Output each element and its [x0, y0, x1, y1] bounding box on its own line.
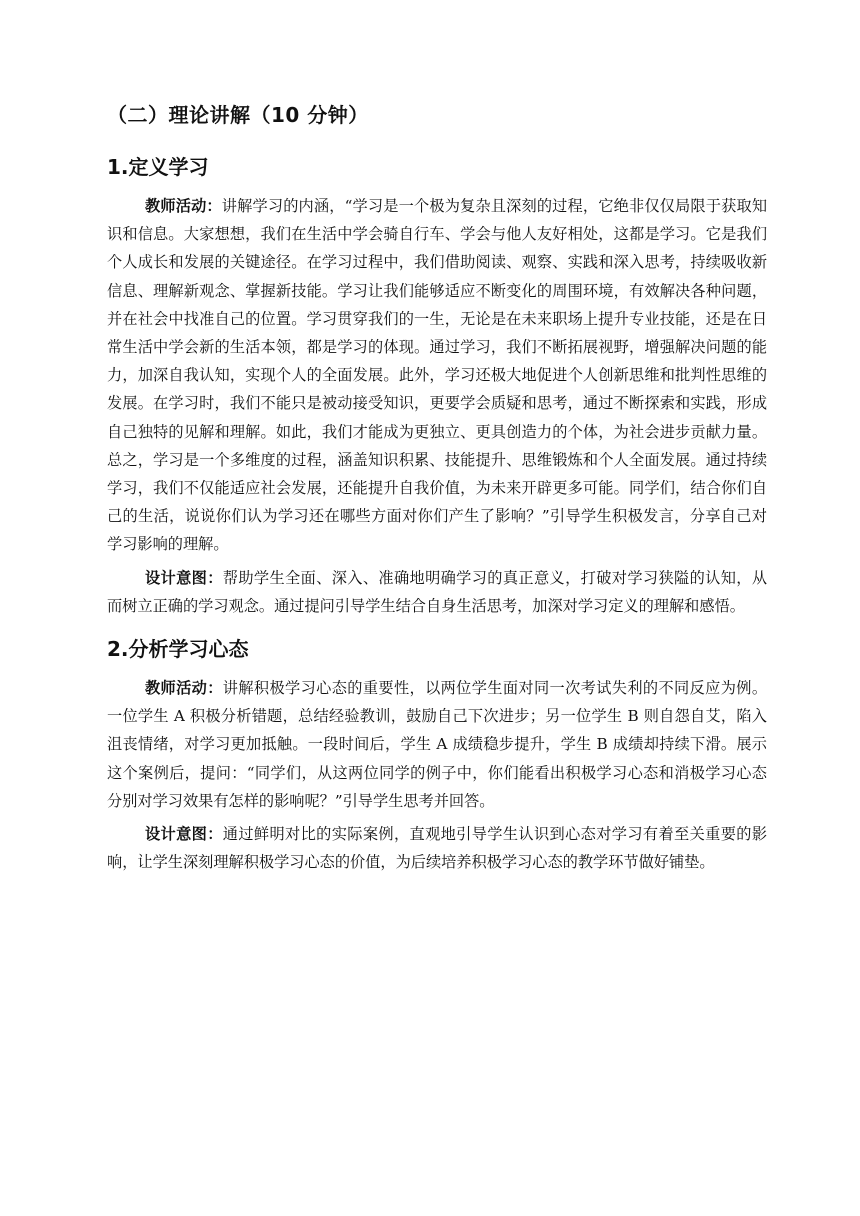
part-heading-define-learning: 1.定义学习	[107, 155, 209, 179]
design-intent-label: 设计意图：	[145, 568, 223, 587]
teacher-activity-paragraph	[107, 674, 767, 815]
design-intent-text: 帮助学生全面、深入、准确地明确学习的真正意义，打破对学习狭隘的认知，从而树立正确的学习观念。通过提问引导学生结合自身生活思考，加深对学习定义的理解和感悟。	[107, 568, 768, 615]
section-title: （二）理论讲解（10 分钟）	[107, 103, 369, 127]
document-body	[107, 100, 767, 881]
teacher-activity-text: 讲解学习的内涵，“学习是一个极为复杂且深刻的过程，它绝非仅仅局限于获取知识和信息。大家想想，我们在生活中学会骑自行车、学会与他人友好相处，这都是学习。它是我们个人成长和发展的关键途径。在学习过程中，我们借助阅读、观察、实践和深入思考，持续吸收新信息、理解新观念、掌握新技能。学习让我们能够适应不断变化的周围环境，有效解决各种问题，并在社会中找准自己的位置。学习贯穿我们的一生，无论是在未来职场上提升专业技能，还是在日常生活中学会新的生活本领，都是学习的体现。通过学习，我们不断拓展视野，增强解决问题的能力，加深自我认知，实现个人的全面发展。此外，学习还极大地促进个人创新思维和批判性思维的发展。在学习时，我们不能只是被动接受知识，更要学会质疑和思考，通过不断探索和实践，形成自己独特的见解和理解。如此，我们才能成为更独立、更具创造力的个体，为社会进步贡献力量。总之，学习是一个多维度的过程，涵盖知识积累、技能提升、思维锻炼和个人全面发展。通过持续学习，我们不仅能适应社会发展，还能提升自我价值，为未来开辟更多可能。同学们，结合你们自己的生活，说说你们认为学习还在哪些方面对你们产生了影响？”引导学生积极发言，分享自己对学习影响的理解。	[107, 197, 768, 554]
design-intent-paragraph	[107, 820, 767, 876]
design-intent-text: 通过鲜明对比的实际案例，直观地引导学生认识到心态对学习有着至关重要的影响，让学生深刻理解积极学习心态的价值，为后续培养积极学习心态的教学环节做好铺垫。	[107, 825, 768, 872]
design-intent-label: 设计意图：	[145, 825, 223, 844]
teacher-activity-text: 讲解积极学习心态的重要性，以两位学生面对同一次考试失利的不同反应为例。一位学生 A 积极分析错题，总结经验教训，鼓励自己下次进步；另一位学生 B 则自怨自艾，陷入沮丧情绪，对学习更加抵触。一段时间后，学生 A 成绩稳步提升，学生 B 成绩却持续下滑。展示这个案例后，提问：“同学们，从这两位同学的例子中，你们能看出积极学习心态和消极学习心态分别对学习效果有怎样的影响呢？”引导学生思考并回答。	[107, 679, 768, 810]
part-heading-learning-mindset: 2.分析学习心态	[107, 637, 249, 662]
teacher-activity-label: 教师活动：	[145, 197, 222, 215]
design-intent-paragraph	[107, 564, 767, 620]
teacher-activity-paragraph	[107, 192, 767, 559]
teacher-activity-label: 教师活动：	[145, 679, 223, 698]
